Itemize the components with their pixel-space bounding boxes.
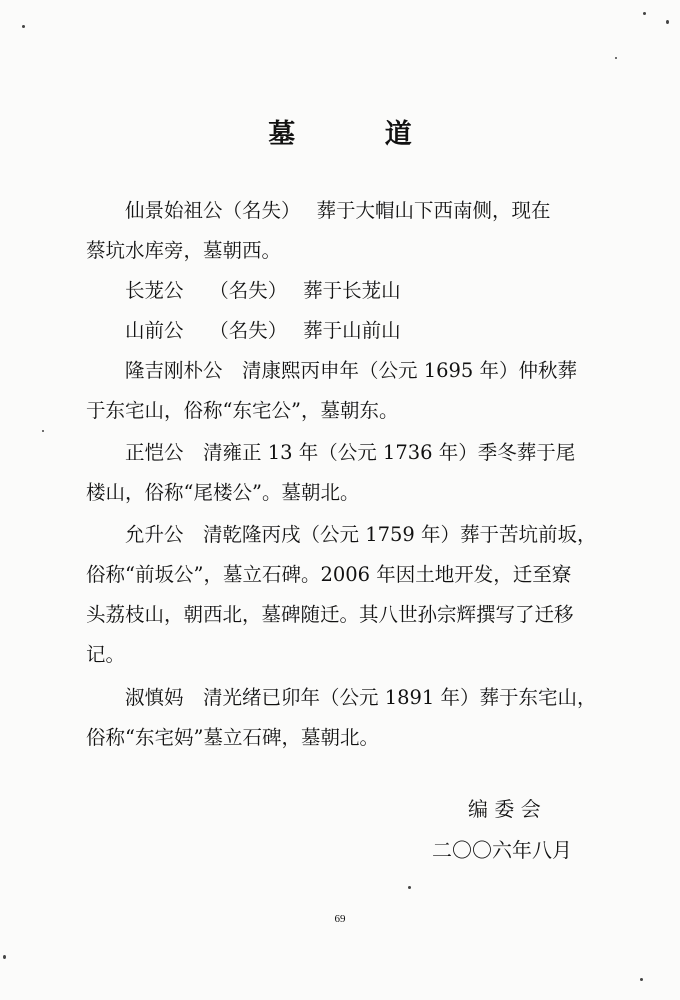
text-line: 山前公 （名失） 葬于山前山	[125, 319, 401, 342]
scan-speck	[640, 978, 643, 981]
text-line: 淑慎妈 清光绪已卯年（公元 1891 年）葬于东宅山，	[125, 686, 597, 709]
text-line: 蔡坑水库旁，墓朝西。	[86, 239, 282, 262]
text-line: 允升公 清乾隆丙戌（公元 1759 年）葬于苦坑前坂，	[125, 523, 597, 546]
scan-speck	[666, 20, 669, 24]
signature-date: 二〇〇六年八月	[432, 838, 572, 862]
text-line: 正恺公 清雍正 13 年（公元 1736 年）季冬葬于尾	[125, 441, 576, 464]
text-line: 隆吉刚朴公 清康熙丙申年（公元 1695 年）仲秋葬	[125, 359, 578, 382]
text-line: 头荔枝山，朝西北，墓碑随迁。其八世孙宗辉撰写了迁移	[86, 603, 574, 626]
paragraph-6	[86, 515, 606, 675]
text-line: 长茏公 （名失） 葬于长茏山	[125, 279, 401, 302]
text-line: 仙景始祖公（名失） 葬于大帽山下西南侧，现在	[125, 199, 551, 222]
scan-speck	[42, 430, 44, 432]
paragraph-2	[86, 271, 606, 311]
text-line: 于东宅山，俗称“东宅公”，墓朝东。	[86, 399, 399, 422]
scan-speck	[3, 955, 6, 959]
text-line: 楼山，俗称“尾楼公”。墓朝北。	[86, 481, 360, 504]
page-number: 69	[334, 913, 346, 925]
scan-speck	[643, 12, 646, 15]
paragraph-4	[86, 351, 606, 431]
signature-org: 编 委 会	[468, 797, 541, 821]
paragraph-5	[86, 433, 606, 513]
paragraph-7	[86, 678, 606, 758]
text-line: 俗称“前坂公”，墓立石碑。2006 年因土地开发，迁至寮	[86, 563, 572, 586]
text-line: 俗称“东宅妈”墓立石碑，墓朝北。	[86, 726, 379, 749]
text-line: 记。	[86, 643, 126, 666]
scan-speck	[615, 57, 617, 59]
page-title: 墓 道	[268, 119, 452, 150]
scan-speck	[22, 25, 25, 28]
scan-speck	[408, 886, 411, 889]
paragraph-3	[86, 311, 606, 351]
paragraph-1	[86, 191, 606, 271]
